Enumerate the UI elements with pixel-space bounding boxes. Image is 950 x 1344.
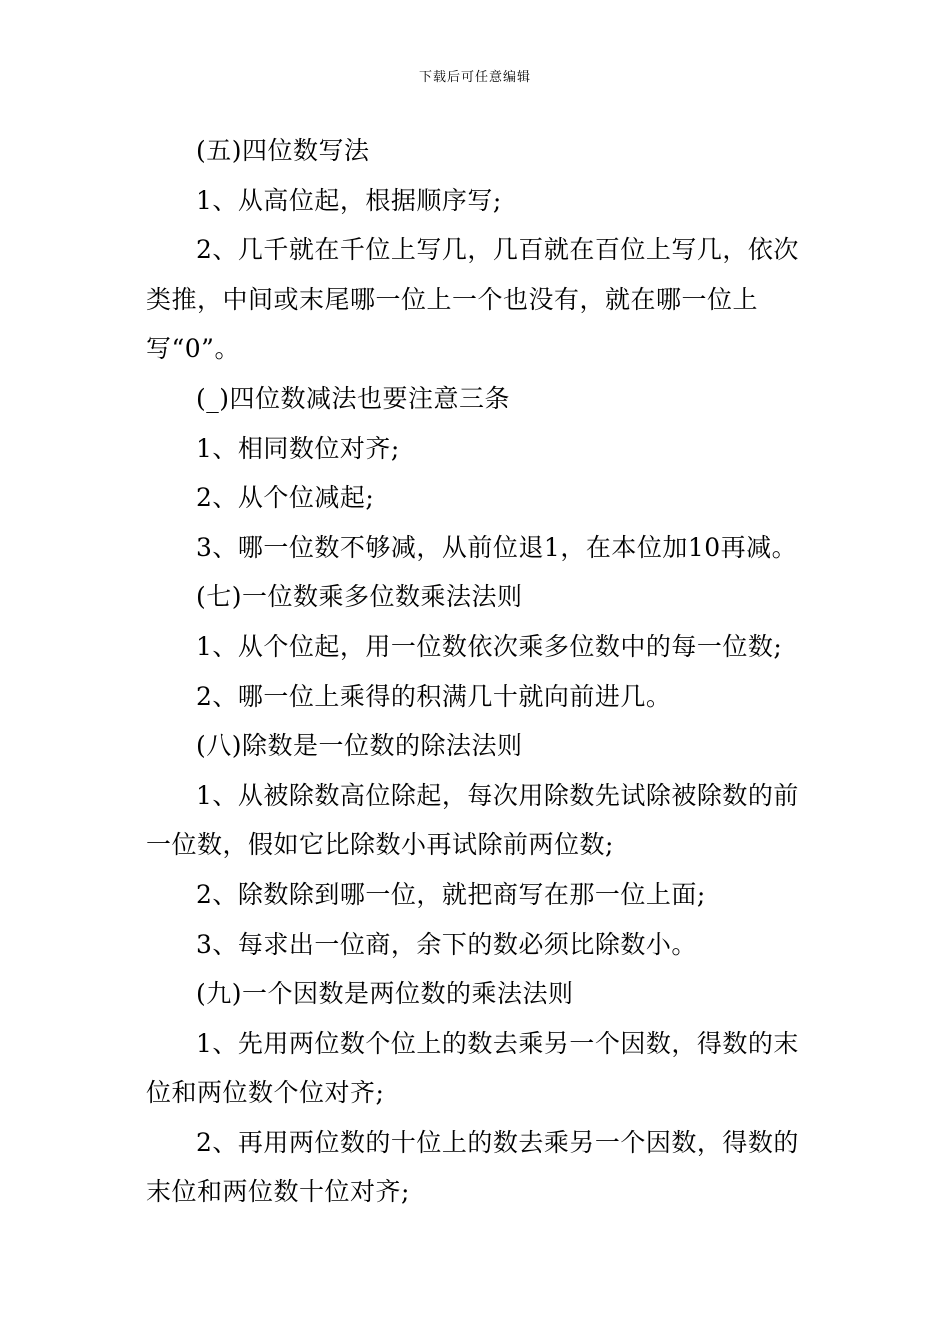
paragraph: 2、几千就在千位上写几，几百就在百位上写几，依次类推，中间或末尾哪一位上一个也没有，就在哪一位上写“0”。 [146,235,799,364]
paragraph: 1、从高位起，根据顺序写; [196,185,502,215]
section-heading-seven: (七)一位数乘多位数乘法法则 [196,582,523,612]
paragraph: 1、相同数位对齐; [196,433,400,463]
paragraph: 1、从被除数高位除起，每次用除数先试除被除数的前一位数，假如它比除数小再试除前两位数; [146,780,799,860]
paragraph: 1、从个位起，用一位数依次乘多位数中的每一位数; [196,631,783,661]
header-note: 下载后可任意编辑 [418,70,531,85]
paragraph: 2、除数除到哪一位，就把商写在那一位上面; [196,879,706,909]
paragraph: 3、哪一位数不够减，从前位退1，在本位加10再减。 [196,532,798,562]
section-heading-six: (_)四位数减法也要注意三条 [196,383,511,413]
paragraph: 3、每求出一位商，余下的数必须比除数小。 [196,929,697,959]
section-heading-five: (五)四位数写法 [196,136,370,165]
document-body [146,126,806,1217]
paragraph: 1、先用两位数个位上的数去乘另一个因数，得数的末位和两位数个位对齐; [146,1028,799,1108]
section-heading-nine: (九)一个因数是两位数的乘法法则 [196,979,574,1009]
paragraph: 2、从个位减起; [196,483,375,513]
paragraph: 2、再用两位数的十位上的数去乘另一个因数，得数的末位和两位数十位对齐; [146,1127,799,1207]
section-heading-eight: (八)除数是一位数的除法法则 [196,731,523,761]
paragraph: 2、哪一位上乘得的积满几十就向前进几。 [196,681,672,711]
